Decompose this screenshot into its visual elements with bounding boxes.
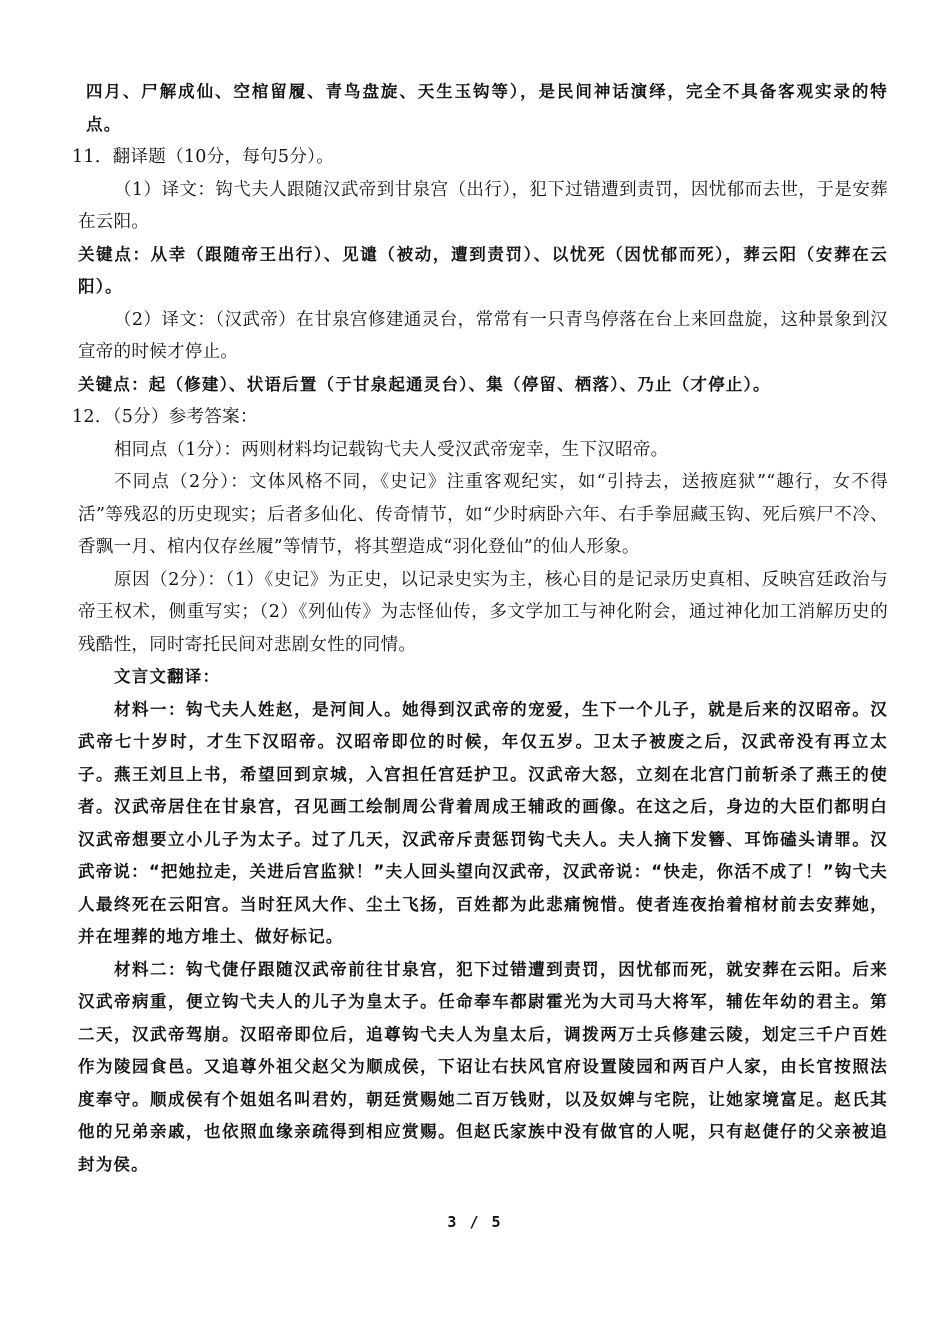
answer-page [72,76,888,1276]
question-12-heading: 12．（5分）参考答案： [72,407,258,427]
question-11-translation-1: （1）译文：钩弋夫人跟随汉武帝到甘泉宫（出行），犯下过错遭到责罚，因忧郁而去世，于是安葬在云阳。 [78,179,888,232]
answer-10-continuation: 四月、尸解成仙、空棺留履、青鸟盘旋、天生玉钩等），是民间神话演绎，完全不具备客观实录的特点。 [86,82,888,134]
question-12-similarity: 相同点（1分）：两则材料均记载钩弋夫人受汉武帝宠幸，生下汉昭帝。 [114,439,669,460]
page-number: 3 / 5 [447,1213,503,1231]
question-11-keypoints-1: 关键点：从幸（跟随帝王出行）、见谴（被动，遭到责罚）、以忧死（因忧郁而死），葬云阳（安葬在云阳）。 [78,244,888,296]
question-11-heading: 11．翻译题（10分，每句5分）。 [72,147,335,167]
question-11-keypoints-2: 关键点：起（修建）、状语后置（于甘泉起通灵台）、集（停留、栖落）、乃止（才停止）。 [78,374,771,394]
question-12-difference: 不同点（2分）：文体风格不同，《史记》注重客观纪实，如“引持去，送掖庭狱”“趣行，女不得活”等残忍的历史现实；后者多仙化、传奇情节，如“少时病卧六年、右手拳屈藏玉钩、死后殡尸不冷、香飘一月、棺内仅存丝履”等情节，将其塑造成“羽化登仙”的仙人形象。 [78,472,888,557]
material-1-translation: 材料一：钩弋夫人姓赵，是河间人。她得到汉武帝的宠爱，生下一个儿子，就是后来的汉昭帝。汉武帝七十岁时，才生下汉昭帝。汉昭帝即位的时候，年仅五岁。卫太子被废之后，汉武帝没有再立太子。燕王刘旦上书，希望回到京城，入宫担任宫廷护卫。汉武帝大怒，立刻在北宫门前斩杀了燕王的使者。汉武帝居住在甘泉宫，召见画工绘制周公背着周成王辅政的画像。在这之后，身边的大臣们都明白汉武帝想要立小儿子为太子。过了几天，汉武帝斥责惩罚钩弋夫人。夫人摘下发簪、耳饰磕头请罪。汉武帝说：“把她拉走，关进后宫监狱！”夫人回头望向汉武帝，汉武帝说：“快走，你活不成了！”钩弋夫人最终死在云阳宫。当时狂风大作、尘土飞扬，百姓都为此悲痛惋惜。使者连夜抬着棺材前去安葬她，并在埋葬的地方堆土、做好标记。 [78,699,888,946]
material-2-translation: 材料二：钩弋倢仔跟随汉武帝前往甘泉宫，犯下过错遭到责罚，因忧郁而死，就安葬在云阳。后来汉武帝病重，便立钩弋夫人的儿子为皇太子。任命奉车都尉霍光为大司马大将军，辅佐年幼的君主。第二天，汉武帝驾崩。汉昭帝即位后，追尊钩弋夫人为皇太后，调拨两万士兵修建云陵，划定三千户百姓作为陵园食邑。又追尊外祖父赵父为顺成侯，下诏让右扶风官府设置陵园和两百户人家，由长官按照法度奉守。顺成侯有个姐姐名叫君妁，朝廷赏赐她二百万钱财，以及奴婢与宅院，让她家境富足。赵氏其他的兄弟亲戚，也依照血缘亲疏得到相应赏赐。但赵氏家族中没有做官的人呢，只有赵倢仔的父亲被追封为侯。 [78,959,888,1174]
classical-translation-heading: 文言文翻译： [114,667,221,686]
question-12-reason: 原因（2分）：（1）《史记》为正史，以记录史实为主，核心目的是记录历史真相、反映宫廷政治与帝王权术，侧重写实；（2）《列仙传》为志怪仙传，多文学加工与神化附会，通过神化加工消解历史的残酷性，同时寄托民间对悲剧女性的同情。 [78,569,888,655]
question-11-translation-2: （2）译文：（汉武帝）在甘泉宫修建通灵台，常常有一只青鸟停落在台上来回盘旋，这种景象到汉宣帝的时候才停止。 [78,309,888,362]
